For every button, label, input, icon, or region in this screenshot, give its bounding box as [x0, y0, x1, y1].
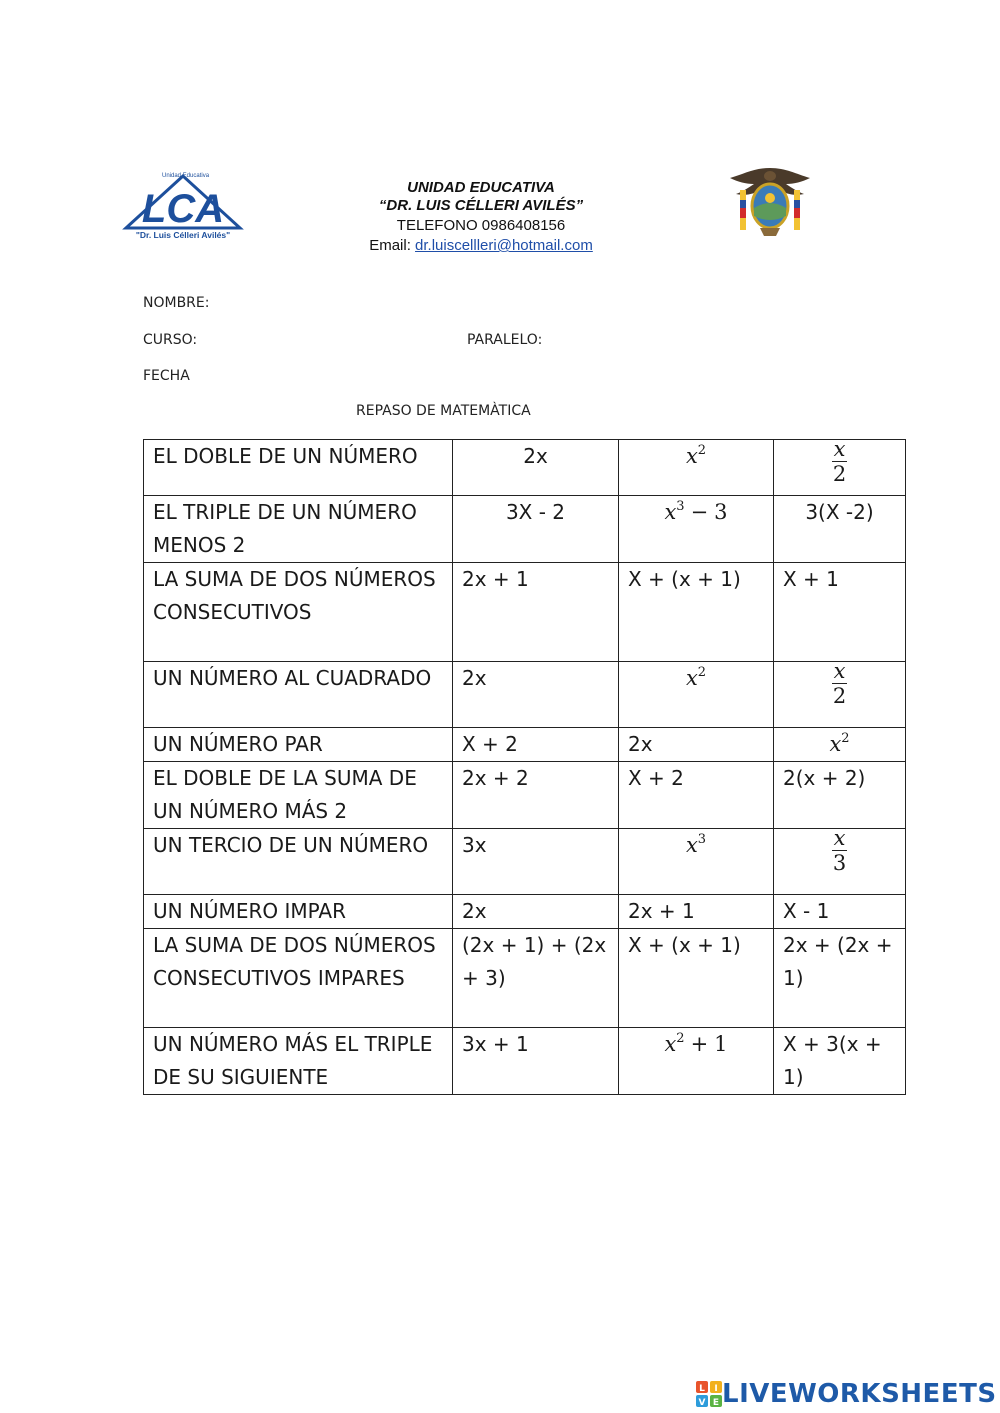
svg-text:V: V [698, 1398, 706, 1407]
table-row [144, 728, 906, 762]
row-label: LA SUMA DE DOS NÚMEROS CONSECUTIVOS [144, 563, 453, 662]
ecuador-coat-of-arms-icon [724, 164, 816, 240]
row-label: EL DOBLE DE LA SUMA DE UN NÚMERO MÁS 2 [144, 762, 453, 829]
school-type: UNIDAD EDUCATIVA [407, 179, 555, 196]
table-row [144, 440, 906, 496]
curso-label: CURSO: [143, 332, 198, 348]
math-expression: $x^3 - 3$ [664, 499, 728, 524]
row-label: UN NÚMERO AL CUADRADO [144, 662, 453, 728]
watermark-text: LIVEWORKSHEETS [722, 1379, 997, 1409]
row-label: UN NÚMERO IMPAR [144, 895, 453, 929]
answer-option[interactable]: X + (x + 1) [619, 563, 774, 662]
table-row [144, 1028, 906, 1095]
answer-option[interactable] [619, 440, 774, 496]
school-phone: TELEFONO 0986408156 [396, 217, 566, 234]
answer-option[interactable]: 3X - 2 [453, 496, 619, 563]
answer-option[interactable]: 2x [453, 440, 619, 496]
answer-option[interactable] [774, 829, 906, 895]
answer-option[interactable]: 2x [453, 662, 619, 728]
answer-option[interactable]: 2x [453, 895, 619, 929]
answer-option[interactable]: 2(x + 2) [774, 762, 906, 829]
row-label: EL TRIPLE DE UN NÚMERO MENOS 2 [144, 496, 453, 563]
answer-option[interactable]: 2x + 2 [453, 762, 619, 829]
answer-option[interactable]: X + 3(x + 1) [774, 1028, 906, 1095]
nombre-label: NOMBRE: [143, 295, 210, 311]
math-expression: $x^2$ [685, 443, 707, 468]
row-label: UN TERCIO DE UN NÚMERO [144, 829, 453, 895]
answer-option[interactable]: 3x [453, 829, 619, 895]
table-row [144, 829, 906, 895]
math-expression: $x^3$ [685, 832, 707, 857]
answer-option[interactable]: X + (x + 1) [619, 929, 774, 1028]
table-row [144, 563, 906, 662]
table-row [144, 929, 906, 1028]
worksheet-title: REPASO DE MATEMÀTICA [356, 403, 531, 419]
answer-option[interactable]: 2x [619, 728, 774, 762]
answer-option[interactable]: X + 2 [453, 728, 619, 762]
math-expression: $x^2$ [829, 731, 850, 756]
answer-option[interactable] [619, 829, 774, 895]
liveworksheets-watermark [696, 1378, 997, 1410]
fecha-label: FECHA [143, 368, 190, 384]
answer-option[interactable]: 3x + 1 [453, 1028, 619, 1095]
row-label: LA SUMA DE DOS NÚMEROS CONSECUTIVOS IMPARES [144, 929, 453, 1028]
school-name: “DR. LUIS CÉLLERI AVILÉS” [378, 197, 584, 214]
answer-option[interactable] [774, 728, 906, 762]
paralelo-label: PARALELO: [467, 332, 543, 348]
answer-option[interactable]: 3(X -2) [774, 496, 906, 563]
answer-option[interactable] [619, 496, 774, 563]
answer-option[interactable]: 2x + 1 [453, 563, 619, 662]
table-row [144, 895, 906, 929]
row-label: UN NÚMERO MÁS EL TRIPLE DE SU SIGUIENTE [144, 1028, 453, 1095]
logo-tagline: Unidad Educativa [162, 173, 210, 179]
email-label: Email: [369, 237, 416, 254]
math-expression: $x^2$ [685, 665, 707, 690]
answer-option[interactable]: 2x + 1 [619, 895, 774, 929]
answer-option[interactable]: X + 2 [619, 762, 774, 829]
school-logo [122, 170, 244, 242]
exercise-table [143, 439, 906, 1095]
svg-text:I: I [714, 1384, 718, 1394]
answer-option[interactable] [774, 440, 906, 496]
table-row [144, 662, 906, 728]
email-link[interactable]: dr.luiscellleri@hotmail.com [415, 237, 593, 254]
answer-option[interactable]: 2x + (2x + 1) [774, 929, 906, 1028]
answer-option[interactable]: X + 1 [774, 563, 906, 662]
answer-option[interactable] [619, 1028, 774, 1095]
table-row [144, 496, 906, 563]
row-label: UN NÚMERO PAR [144, 728, 453, 762]
answer-option[interactable] [619, 662, 774, 728]
liveworksheets-logo-icon [696, 1381, 722, 1407]
math-expression: $x^2 + 1$ [664, 1031, 728, 1056]
school-email-line [300, 236, 662, 255]
logo-caption: "Dr. Luis Célleri Avilés" [135, 230, 231, 240]
svg-text:E: E [712, 1398, 720, 1407]
svg-text:L: L [699, 1384, 705, 1394]
math-fraction: $\frac{x}{2}$ [832, 662, 848, 709]
answer-option[interactable] [774, 662, 906, 728]
table-row [144, 762, 906, 829]
logo-initials: LCA [141, 187, 225, 231]
math-fraction: $\frac{x}{3}$ [832, 829, 848, 876]
math-fraction: $\frac{x}{2}$ [832, 440, 848, 487]
row-label: EL DOBLE DE UN NÚMERO [144, 440, 453, 496]
answer-option[interactable]: X - 1 [774, 895, 906, 929]
answer-option[interactable]: (2x + 1) + (2x + 3) [453, 929, 619, 1028]
